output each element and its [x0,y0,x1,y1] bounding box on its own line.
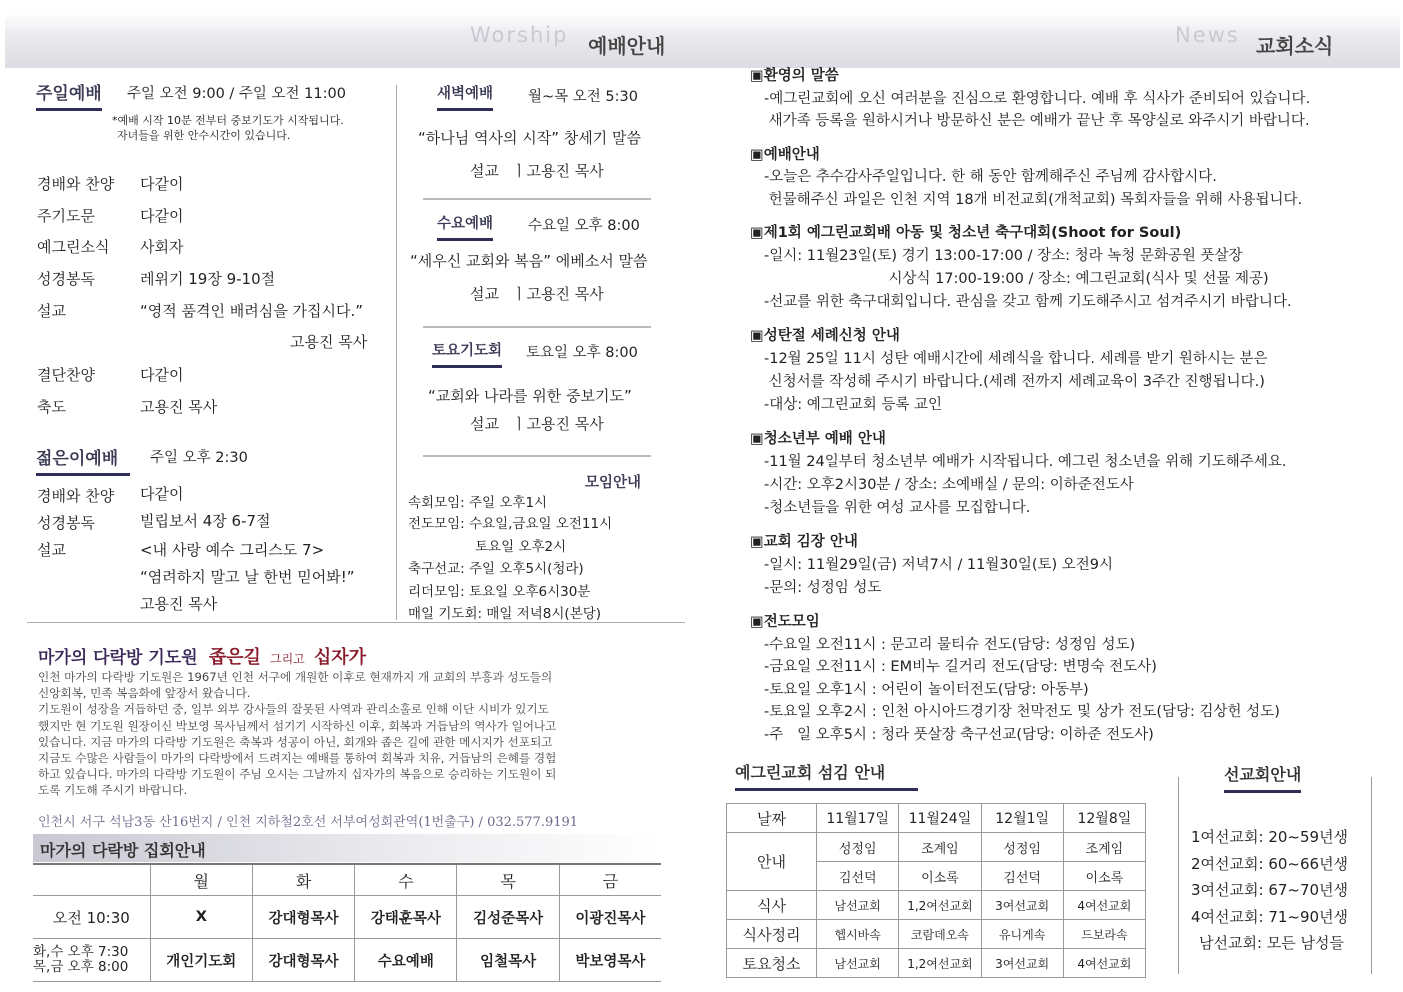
table-cell: 코람데오속 [899,920,981,949]
sunday-row-value: 사회자 [140,238,184,256]
table-row [727,833,1146,862]
time-line: 목,금 오후 8:00 [33,959,129,975]
table-cell: 강대형목사 [252,896,354,939]
divider [423,326,651,328]
table-cell: 김선덕 [817,862,899,891]
news-title: ▣교회 김장 안내 [750,534,858,550]
sunday-worship-title: 주일예배 [36,79,102,111]
dawn-sermon: “하나님 역사의 시작” 창세기 말씀 [418,129,641,147]
table-row-label: 토요청소 [727,949,817,978]
magar-body-line: 인천 마가의 다락방 기도원은 1967년 인천 서구에 개원한 이후로 현재까지 개 교회의 부흥과 성도들의 [38,670,553,684]
sunday-worship-time: 주일 오전 9:00 / 주일 오전 11:00 [127,86,346,102]
news-ko-title: 교회소식 [1256,34,1334,58]
news-item-youth [750,428,1310,520]
magar-body-line: 기도원이 성장을 거듭하던 중, 일부 외부 강사들의 잘못된 사역과 관리소홀로 인해 이단 시비가 있기도 [38,702,549,717]
news-line: -토요일 오후2시 : 인천 아시아드경기장 천막전도 및 상가 전도(담당: 김상헌 성도) [764,704,1280,720]
table-cell: 성정임 [981,833,1063,862]
sunday-row-value: 고용진 목사 [140,398,218,416]
sunday-row-label: 결단찬양 [37,366,95,384]
news-item-kimchi [750,531,1310,600]
mission-item: 3여선교회: 67~70년생 [1191,881,1349,899]
saturday-preacher-label: 설교 [470,415,499,433]
table-row [33,896,661,939]
meeting-item: 속회모임: 주일 오후1시 [408,495,548,511]
news-title: ▣예배안내 [750,146,820,163]
table-cell: 헵시바속 [817,920,899,949]
table-row-label: 식사 [727,891,817,920]
youth-row-value: <내 사랑 예수 그리스도 7> [140,541,325,559]
sunday-row-label: 성경봉독 [37,270,95,288]
mission-border-left [1178,777,1179,974]
news-line: 새가족 등록을 원하시거나 방문하신 분은 예배가 끝난 후 목양실로 와주시기 바랍니다. [764,113,1310,129]
sunday-row-label: 축도 [37,398,66,416]
table-header-cell: 월 [150,864,252,896]
news-line: -선교를 위한 축구대회입니다. 관심을 갖고 함께 기도해주시고 섬겨주시기 바랍니다. [764,294,1292,310]
saturday-prayer-time: 토요일 오후 8:00 [526,345,638,361]
service-table-title: 예그린교회 섬김 안내 [735,760,918,791]
table-header-cell: 12월1일 [981,804,1063,833]
table-header-cell: 목 [457,864,559,896]
meeting-item: 축구선교: 주일 오후5시(청라) [408,561,584,577]
table-cell: 4여선교회 [1063,949,1145,978]
divider [27,622,685,623]
wednesday-worship-time: 수요일 오후 8:00 [528,218,640,234]
magar-body-line: 있습니다. 지금 마가의 다락방 기도원은 축복과 성공이 아닌, 회개와 좁은 길에 관한 메시지가 선포되고 [38,734,553,749]
table-cell: 1,2여선교회 [899,949,981,978]
dawn-worship-time: 월~목 오전 5:30 [528,89,638,105]
news-title: ▣환영의 말씀 [750,68,839,84]
magar-address: 인천시 서구 석남3동 산16번지 / 인천 지하철2호선 서부여성회관역(1번출구) / 032.577.9191 [38,815,579,830]
meetings-title: 모임안내 [585,475,642,491]
meeting-item: 토요일 오후2시 [475,539,567,555]
table-header-cell: 금 [559,864,661,896]
table-row-label: 안내 [727,833,817,891]
mission-border-right [1371,777,1372,974]
news-line: -금요일 오전11시 : EM비누 길거리 전도(담당: 변명숙 전도사) [764,659,1157,675]
news-line: 신청서를 작성해 주시기 바랍니다.(세례 전까지 세례교육이 3주간 진행됩니다.) [764,374,1265,390]
news-line: -11월 24일부터 청소년부 예배가 시작됩니다. 예그린 청소년을 위해 기도해주세요. [764,454,1287,470]
news-title: ▣성탄절 세례신청 안내 [750,328,900,344]
saturday-sermon: “교회와 나라를 위한 중보기도” [428,387,632,405]
youth-row-value: 빌립보서 4장 6-7절 [140,512,271,530]
news-line: -12월 25일 11시 성탄 예배시간에 세례식을 합니다. 세례를 받기 원하시는 분은 [764,351,1268,367]
table-cell-time: 오전 10:30 [33,896,150,939]
news-line: -청소년들을 위한 여성 교사를 모집합니다. [764,500,1031,516]
wednesday-sermon: “세우신 교회와 복음” 에베소서 말씀 [410,252,648,270]
table-cell: 남선교회 [817,949,899,978]
wednesday-worship-title: 수요예배 [437,212,493,241]
worship-en-title: Worship [470,23,569,47]
magar-meet-table [33,863,661,982]
table-cell: 임철목사 [457,939,559,982]
sunday-row-label: 주기도문 [37,207,95,225]
table-cell [33,864,150,896]
table-cell: 성정임 [817,833,899,862]
mission-title: 선교회안내 [1224,762,1301,793]
table-cell: 조계임 [1063,833,1145,862]
news-line: 헌물해주신 과일은 인천 지역 18개 비전교회(개척교회) 목회자들을 위해 사용됩니다. [764,191,1303,208]
news-title: ▣전도모임 [750,614,820,630]
saturday-prayer-title: 토요기도회 [432,339,502,368]
magar-body-line: 지금도 수많은 사람들이 마가의 다락방에서 드려지는 예배를 통하여 회복과 치유, 거듭남의 은혜를 경험 [38,751,557,766]
mission-item: 2여선교회: 60~66년생 [1191,854,1349,873]
news-line: -일시: 11월23일(토) 경기 13:00-17:00 / 장소: 청라 녹청 문화공원 풋살장 [764,248,1243,264]
table-cell: 유니게속 [981,920,1063,949]
mission-item: 1여선교회: 20~59년생 [1191,828,1349,846]
magar-body-line: 했지만 현 기도원 원장이신 박보영 목사님께서 섬기기 시작하신 이후, 회복과 거듭남의 역사가 일어나고 [38,718,557,733]
youth-row-value: 다같이 [140,485,184,503]
news-item-soccer [750,222,1310,314]
table-cell-time [33,939,150,982]
youth-worship-title: 젊은이예배 [36,444,130,476]
table-cell: 3여선교회 [981,949,1063,978]
table-cell: 이소록 [899,862,981,891]
table-header-row [727,804,1146,833]
dawn-preacher: ㅣ고용진 목사 [512,162,604,180]
news-line: -토요일 오후1시 : 어린이 놀이터전도(담당: 아동부) [764,681,1089,698]
magar-meet-title: 마가의 다락방 집회안내 [40,841,206,860]
table-cell: 1,2여선교회 [899,891,981,920]
table-cell: 4여선교회 [1063,891,1145,920]
youth-row-label: 성경봉독 [37,514,95,532]
table-header-cell: 화 [252,864,354,896]
sunday-row-label: 예그린소식 [37,238,110,256]
table-header-row [33,864,661,896]
saturday-preacher: ㅣ고용진 목사 [512,415,604,433]
table-cell: 이광진목사 [559,896,661,939]
table-header-cell: 수 [355,864,457,896]
news-item-baptism [750,325,1310,417]
table-header-cell: 11월24일 [899,804,981,833]
table-cell: 김성준목사 [457,896,559,939]
table-cell: 박보영목사 [559,939,661,982]
dawn-preacher-label: 설교 [470,162,499,180]
dawn-worship-title: 새벽예배 [437,82,493,111]
table-cell: 남선교회 [817,891,899,920]
mission-item: 남선교회: 모든 남성들 [1199,934,1345,952]
table-cell: 조계임 [899,833,981,862]
news-item-worship [750,144,1310,212]
news-en-title: News [1175,23,1240,47]
news-line: -주 일 오후5시 : 청라 풋살장 축구선교(담당: 이하준 전도사) [764,726,1154,743]
sunday-row-label: 설교 [37,302,66,320]
youth-row-label: 경배와 찬양 [37,487,115,505]
worship-ko-title: 예배안내 [588,34,666,58]
table-header-cell: 11월17일 [817,804,899,833]
meeting-item: 매일 기도회: 매일 저녁8시(본당) [408,606,602,622]
sunday-preacher: 고용진 목사 [290,333,368,351]
news-line: -오늘은 추수감사주일입니다. 한 해 동안 함께해주신 주님께 감사합시다. [764,169,1217,185]
column-divider [396,85,397,620]
table-row [727,920,1146,949]
table-cell: 드보라속 [1063,920,1145,949]
table-header-cell: 날짜 [727,804,817,833]
table-cell: 강대형목사 [252,939,354,982]
news-item-evangelism [750,611,1310,746]
table-cell: 3여선교회 [981,891,1063,920]
news-title: ▣제1회 예그린교회배 아동 및 청소년 축구대회(Shoot for Soul) [750,225,1182,241]
youth-worship-time: 주일 오후 2:30 [150,450,248,466]
magar-body [38,669,556,799]
magar-body-line: 신앙회복, 민족 복음화에 앞장서 왔습니다. [38,686,251,701]
table-cell: X [150,896,252,939]
table-row-label: 식사정리 [727,920,817,949]
time-line: 화,수 오후 7:30 [33,944,129,960]
magar-body-line: 하고 있습니다. 마가의 다락방 기도원이 주님 오시는 그날까지 십자가의 복음으로 승리하는 기도원이 되 [38,767,557,782]
sunday-note-1: *예배 시작 10분 전부터 중보기도가 시작됩니다. [112,114,344,127]
table-cell: 이소록 [1063,862,1145,891]
news-section [750,65,1310,746]
sunday-row-value: 다같이 [140,366,184,384]
sunday-row-value: 다같이 [140,175,184,193]
news-line: -예그린교회에 오신 여러분을 진심으로 환영합니다. 예배 후 식사가 준비되어 있습니다. [764,90,1311,107]
table-cell: 강태훈목사 [355,896,457,939]
service-table [726,803,1146,978]
meeting-item: 리더모임: 토요일 오후6시30분 [408,584,591,600]
youth-row-label: 설교 [37,541,66,559]
table-row [33,939,661,982]
magar-body-line: 도록 기도해 주시기 바랍니다. [38,783,188,798]
wednesday-preacher-label: 설교 [470,285,499,303]
news-line: -일시: 11월29일(금) 저녁7시 / 11월30일(토) 오전9시 [764,557,1114,573]
sunday-note-2: 자녀들을 위한 안수시간이 있습니다. [117,129,291,142]
youth-sermon-title: “염려하지 말고 날 한번 믿어봐!” [140,568,355,586]
divider [423,455,651,457]
sunday-row-label: 경배와 찬양 [37,175,115,193]
news-line: -문의: 성정임 성도 [764,580,882,596]
magar-title: 마가의 다락방 기도원 좁은길 그리고 십자가 [38,647,367,668]
wednesday-preacher: ㅣ고용진 목사 [512,285,604,303]
news-line: 시상식 17:00-19:00 / 장소: 예그린교회(식사 및 선물 제공) [764,271,1269,287]
news-title: ▣청소년부 예배 안내 [750,431,886,447]
table-cell: 수요예배 [355,939,457,982]
table-cell: 김선덕 [981,862,1063,891]
meeting-item: 전도모임: 수요일,금요일 오전11시 [408,516,613,532]
news-item-welcome [750,65,1310,133]
divider [423,198,651,200]
sunday-row-value: 레위기 19장 9-10절 [140,270,276,288]
news-line: -대상: 예그린교회 등록 교인 [764,397,943,413]
sunday-row-value: 다같이 [140,207,184,225]
news-line: -시간: 오후2시30분 / 장소: 소예배실 / 문의: 이하준전도사 [764,477,1134,493]
mission-list [1191,824,1348,957]
mission-item: 4여선교회: 71~90년생 [1191,907,1349,926]
youth-preacher: 고용진 목사 [140,595,218,613]
table-row [727,891,1146,920]
table-cell: 개인기도회 [150,939,252,982]
news-line: -수요일 오전11시 : 문고리 물티슈 전도(담당: 성정임 성도) [764,636,1136,653]
table-header-cell: 12월8일 [1063,804,1145,833]
sunday-sermon-title: “영적 품격인 배려심을 가집시다.” [140,302,363,320]
table-row [727,949,1146,978]
